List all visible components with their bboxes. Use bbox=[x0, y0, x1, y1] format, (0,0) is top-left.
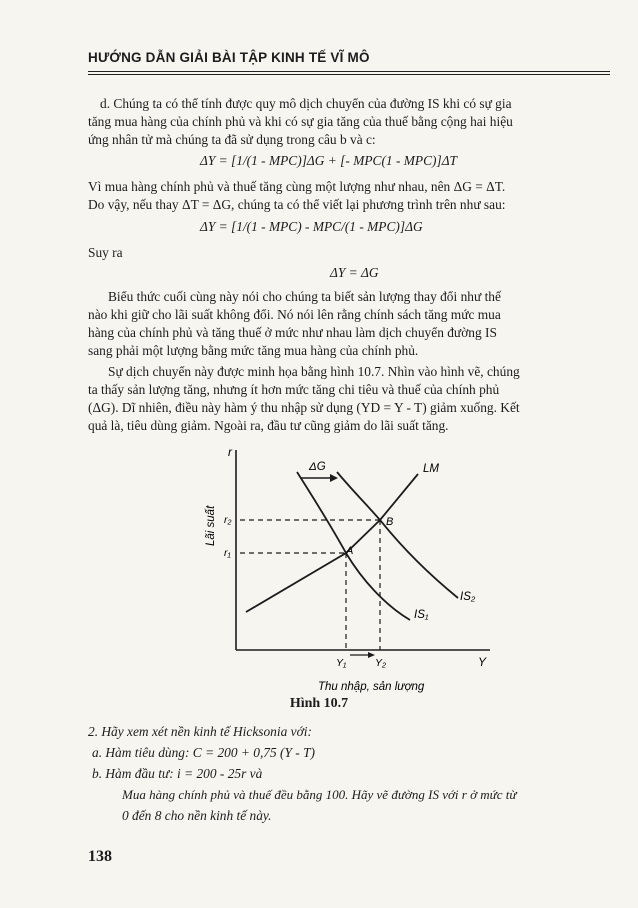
equation: ΔY = [1/(1 - MPC) - MPC/(1 - MPC)]ΔG bbox=[200, 219, 423, 234]
is2-label: IS₂ bbox=[460, 591, 476, 603]
r1-label: r₁ bbox=[224, 547, 231, 559]
exercise-line: a. Hàm tiêu dùng: C = 200 + 0,75 (Y - T) bbox=[92, 745, 316, 760]
body-line: quả là, tiêu dùng giảm. Ngoài ra, đầu tư cũng giảm do lãi suất tăng. bbox=[88, 418, 449, 433]
body-line: sang phải một lượng bằng mức tăng mua hàng của chính phủ. bbox=[88, 343, 419, 358]
body-line: ứng nhân tử mà chúng ta đã sử dụng trong câu b và c: bbox=[88, 132, 376, 147]
exercise-line: b. Hàm đầu tư: i = 200 - 25r và bbox=[92, 766, 263, 781]
point-a-label: A bbox=[346, 545, 354, 557]
body-line: Biểu thức cuối cùng này nói cho chúng ta biết sản lượng thay đổi như thế bbox=[108, 289, 501, 304]
is2-curve bbox=[337, 472, 458, 598]
y-axis-label: Lãi suất bbox=[205, 505, 217, 546]
r2-label: r₂ bbox=[224, 514, 232, 526]
delta-g-arrowhead bbox=[330, 474, 338, 482]
is1-label: IS₁ bbox=[414, 609, 429, 621]
delta-g-label: ΔG bbox=[309, 461, 326, 473]
running-header: HƯỚNG DẪN GIẢI BÀI TẬP KINH TẾ VĨ MÔ bbox=[88, 50, 370, 65]
exercise-line: 0 đến 8 cho nền kinh tế này. bbox=[122, 808, 272, 823]
point-b-label: B bbox=[386, 516, 394, 528]
body-line: hàng của chính phủ và tăng thuế ở mức như nhau làm dịch chuyển đường IS bbox=[88, 325, 497, 340]
lm-curve bbox=[246, 474, 418, 612]
lm-label: LM bbox=[423, 463, 439, 475]
y1-label: Y₁ bbox=[336, 657, 347, 669]
x-axis-letter: Y bbox=[478, 655, 487, 669]
body-line: Vì mua hàng chính phủ và thuế tăng cùng một lượng như nhau, nên ΔG = ΔT. bbox=[88, 179, 506, 194]
body-line: Sự dịch chuyển này được minh họa bằng hình 10.7. Nhìn vào hình vẽ, chúng bbox=[108, 364, 520, 379]
page-number: 138 bbox=[88, 848, 112, 865]
body-line: nào khi giữ cho lãi suất không đổi. Nó nói lên rằng chính sách tăng mức mua bbox=[88, 307, 501, 322]
body-line: (ΔG). Dĩ nhiên, điều này hàm ý thu nhập sử dụng (YD = Y - T) giảm xuống. Kết bbox=[88, 400, 520, 415]
body-line: d. Chúng ta có thể tính được quy mô dịch chuyển của đường IS khi có sự gia bbox=[100, 96, 512, 111]
y-axis-letter: r bbox=[228, 445, 232, 459]
x-axis-label: Thu nhập, sản lượng bbox=[318, 681, 425, 693]
y2-label: Y₂ bbox=[375, 657, 387, 669]
body-line: Do vậy, nếu thay ΔT = ΔG, chúng ta có thể viết lại phương trình trên như sau: bbox=[88, 197, 506, 212]
figure-caption: Hình 10.7 bbox=[289, 696, 349, 711]
equation: ΔY = [1/(1 - MPC)]ΔG + [- MPC(1 - MPC)]ΔT bbox=[200, 153, 458, 168]
exercise-line: Mua hàng chính phủ và thuế đều bằng 100. Hãy vẽ đường IS với r ở mức từ bbox=[122, 787, 517, 802]
equation: ΔY = ΔG bbox=[330, 265, 379, 280]
body-line: tăng mua hàng của chính phủ và khi có sự gia tăng của thuế bằng cộng hai hiệu bbox=[88, 114, 513, 129]
body-line: Suy ra bbox=[88, 245, 123, 260]
body-line: ta thấy sản lượng tăng, nhưng ít hơn mức tăng chi tiêu và thuế của chính phủ bbox=[88, 382, 500, 397]
y-shift-arrowhead bbox=[368, 652, 375, 658]
exercise-line: 2. Hãy xem xét nền kinh tế Hicksonia với: bbox=[88, 724, 312, 739]
